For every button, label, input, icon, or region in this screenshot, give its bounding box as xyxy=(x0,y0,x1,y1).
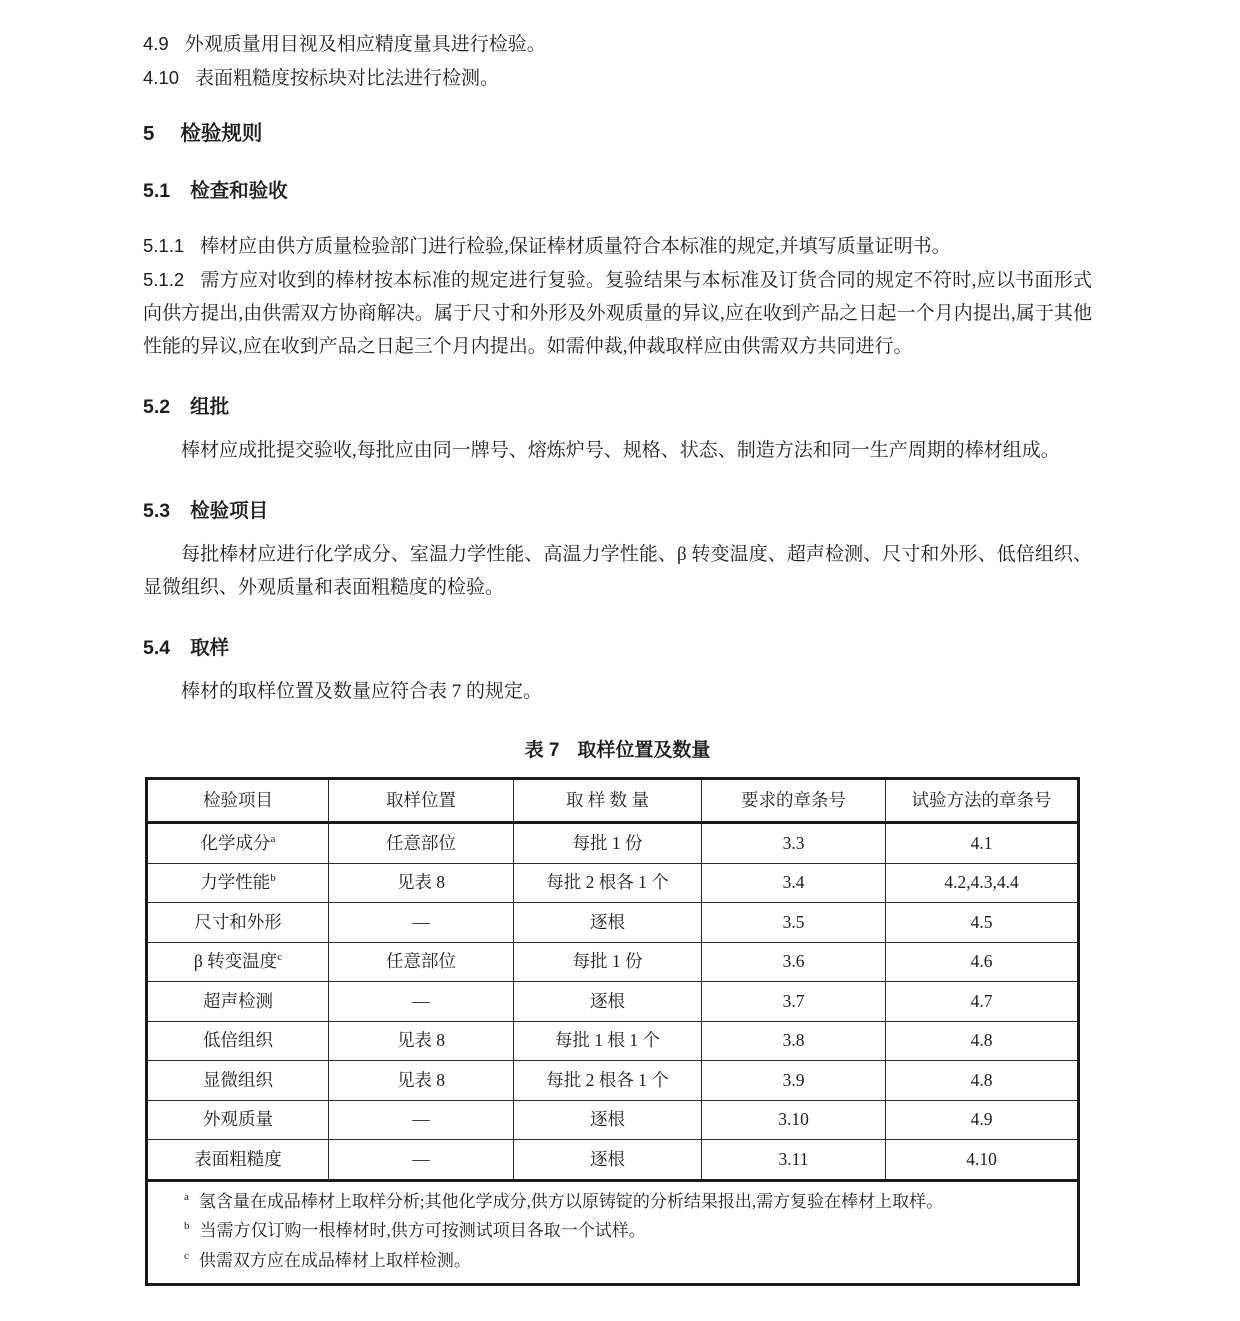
cell-quantity: 逐根 xyxy=(514,1140,702,1181)
section-title: 取样 xyxy=(190,637,230,659)
section-number: 5.3 xyxy=(143,500,171,522)
paragraph-5-4: 棒材的取样位置及数量应符合表 7 的规定。 xyxy=(181,681,543,702)
footnote-text: 供需双方应在成品棒材上取样检测。 xyxy=(198,1250,471,1270)
table-row xyxy=(147,1061,1079,1101)
cell-position: 见表 8 xyxy=(329,1021,514,1061)
cell-item: 力学性能$^b$ xyxy=(147,863,329,903)
col-header-item: 检验项目 xyxy=(147,779,329,823)
section-heading-5-1 xyxy=(143,178,1092,205)
cell-item: 尺寸和外形 xyxy=(147,903,329,943)
paragraph-number: 5.1.2 xyxy=(143,269,185,290)
cell-req-clause: 3.8 xyxy=(702,1021,886,1061)
cell-req-clause: 3.4 xyxy=(702,863,886,903)
cell-req-clause: 3.9 xyxy=(702,1061,886,1101)
cell-position: 见表 8 xyxy=(329,863,514,903)
paragraph-5-3: 每批棒材应进行化学成分、室温力学性能、高温力学性能、β 转变温度、超声检测、尺寸和外形、低倍组织、显微组织、外观质量和表面粗糙度的检验。 xyxy=(143,544,1092,598)
cell-method-clause: 4.7 xyxy=(886,982,1079,1022)
col-header-req-clause: 要求的章条号 xyxy=(702,779,886,823)
paragraph-number: 5.1.1 xyxy=(143,235,185,256)
cell-req-clause: 3.11 xyxy=(702,1140,886,1181)
section-heading-5-4 xyxy=(143,635,1092,662)
paragraph-5-2: 棒材应成批提交验收,每批应由同一牌号、熔炼炉号、规格、状态、制造方法和同一生产周期的棒材组成。 xyxy=(181,440,1060,461)
cell-item: 外观质量 xyxy=(147,1100,329,1140)
section-title: 检查和验收 xyxy=(190,180,288,202)
cell-method-clause: 4.6 xyxy=(886,942,1079,982)
table-row xyxy=(147,942,1079,982)
footnote-ref: a xyxy=(270,832,276,845)
footnote-b xyxy=(184,1216,1067,1246)
cell-position: 见表 8 xyxy=(329,1061,514,1101)
col-header-quantity: 取 样 数 量 xyxy=(514,779,702,823)
cell-item: 低倍组织 xyxy=(147,1021,329,1061)
table-header xyxy=(147,779,1079,823)
section-title: 检验项目 xyxy=(190,500,269,522)
table-body xyxy=(147,823,1079,1181)
chapter-number: 5 xyxy=(143,122,155,145)
cell-quantity: 逐根 xyxy=(514,1100,702,1140)
cell-method-clause: 4.1 xyxy=(886,823,1079,864)
table-header-row xyxy=(147,779,1079,823)
cell-item: 超声检测 xyxy=(147,982,329,1022)
cell-position: — xyxy=(329,903,514,943)
table-caption-title: 取样位置及数量 xyxy=(577,740,711,761)
table-caption-label: 表 7 xyxy=(524,740,560,761)
chapter-heading xyxy=(143,120,1092,147)
cell-quantity: 逐根 xyxy=(514,982,702,1022)
cell-req-clause: 3.6 xyxy=(702,942,886,982)
cell-quantity: 逐根 xyxy=(514,903,702,943)
footnote-block xyxy=(147,1180,1079,1285)
section-number: 5.1 xyxy=(143,180,171,202)
footnote-mark: a xyxy=(184,1190,189,1203)
cell-method-clause: 4.10 xyxy=(886,1140,1079,1181)
table-row xyxy=(147,1140,1079,1181)
clause-number: 4.9 xyxy=(143,33,169,54)
footnote-ref: b xyxy=(270,872,276,885)
clause-4-9 xyxy=(143,27,1092,61)
footnote-mark: b xyxy=(184,1220,190,1233)
sampling-table xyxy=(145,777,1080,1286)
cell-req-clause: 3.10 xyxy=(702,1100,886,1140)
paragraph-text: 棒材应由供方质量检验部门进行检验,保证棒材质量符合本标准的规定,并填写质量证明书。 xyxy=(200,236,951,257)
cell-item: β 转变温度$^c$ xyxy=(147,942,329,982)
paragraph-5-1-2 xyxy=(143,263,1092,363)
cell-req-clause: 3.5 xyxy=(702,903,886,943)
clause-text: 外观质量用目视及相应精度量具进行检验。 xyxy=(184,34,546,55)
cell-quantity: 每批 1 份 xyxy=(514,942,702,982)
cell-req-clause: 3.7 xyxy=(702,982,886,1022)
table-row xyxy=(147,823,1079,864)
cell-method-clause: 4.9 xyxy=(886,1100,1079,1140)
cell-position: — xyxy=(329,982,514,1022)
cell-quantity: 每批 2 根各 1 个 xyxy=(514,863,702,903)
cell-method-clause: 4.2,4.3,4.4 xyxy=(886,863,1079,903)
table-footnotes xyxy=(147,1180,1079,1285)
chapter-title: 检验规则 xyxy=(180,122,263,145)
cell-quantity: 每批 2 根各 1 个 xyxy=(514,1061,702,1101)
footnote-cell xyxy=(147,1180,1079,1285)
footnote-a xyxy=(184,1187,1067,1217)
cell-position: 任意部位 xyxy=(329,942,514,982)
clause-4-10 xyxy=(143,61,1092,95)
table-caption xyxy=(143,737,1092,764)
footnote-mark: c xyxy=(184,1249,189,1262)
section-heading-5-3 xyxy=(143,498,1092,525)
footnote-c xyxy=(184,1246,1067,1276)
paragraph-5-1-1 xyxy=(143,229,1092,263)
col-header-position: 取样位置 xyxy=(329,779,514,823)
cell-position: — xyxy=(329,1140,514,1181)
cell-position: 任意部位 xyxy=(329,823,514,864)
cell-quantity: 每批 1 份 xyxy=(514,823,702,864)
cell-req-clause: 3.3 xyxy=(702,823,886,864)
cell-method-clause: 4.8 xyxy=(886,1061,1079,1101)
cell-item: 表面粗糙度 xyxy=(147,1140,329,1181)
cell-method-clause: 4.5 xyxy=(886,903,1079,943)
table-row xyxy=(147,1100,1079,1140)
section-number: 5.4 xyxy=(143,637,171,659)
paragraph-text: 需方应对收到的棒材按本标准的规定进行复验。复验结果与本标准及订货合同的规定不符时,应以书面形式向供方提出,由供需双方协商解决。属于尺寸和外形及外观质量的异议,应在收到产品之日起一个月内提出,属于其他性能的异议,应在收到产品之日起三个月内提出。如需仲裁,仲裁取样应由供需双方共同进行。 xyxy=(143,270,1092,357)
clause-number: 4.10 xyxy=(143,67,180,88)
footnote-text: 当需方仅订购一根棒材时,供方可按测试项目各取一个试样。 xyxy=(199,1221,646,1240)
cell-method-clause: 4.8 xyxy=(886,1021,1079,1061)
cell-position: — xyxy=(329,1100,514,1140)
cell-quantity: 每批 1 根 1 个 xyxy=(514,1021,702,1061)
table-row xyxy=(147,903,1079,943)
table-row xyxy=(147,982,1079,1022)
section-number: 5.2 xyxy=(143,396,171,418)
section-heading-5-2 xyxy=(143,394,1092,421)
footnote-text: 氢含量在成品棒材上取样分析;其他化学成分,供方以原铸锭的分析结果报出,需方复验在棒材上取样。 xyxy=(198,1191,944,1211)
section-title: 组批 xyxy=(190,396,230,418)
clause-text: 表面粗糙度按标块对比法进行检测。 xyxy=(195,68,500,89)
col-header-method-clause: 试验方法的章条号 xyxy=(886,779,1079,823)
cell-item: 化学成分$^a$ xyxy=(147,823,329,864)
cell-item: 显微组织 xyxy=(147,1061,329,1101)
table-row xyxy=(147,863,1079,903)
footnote-ref: c xyxy=(277,951,283,964)
table-row xyxy=(147,1021,1079,1061)
